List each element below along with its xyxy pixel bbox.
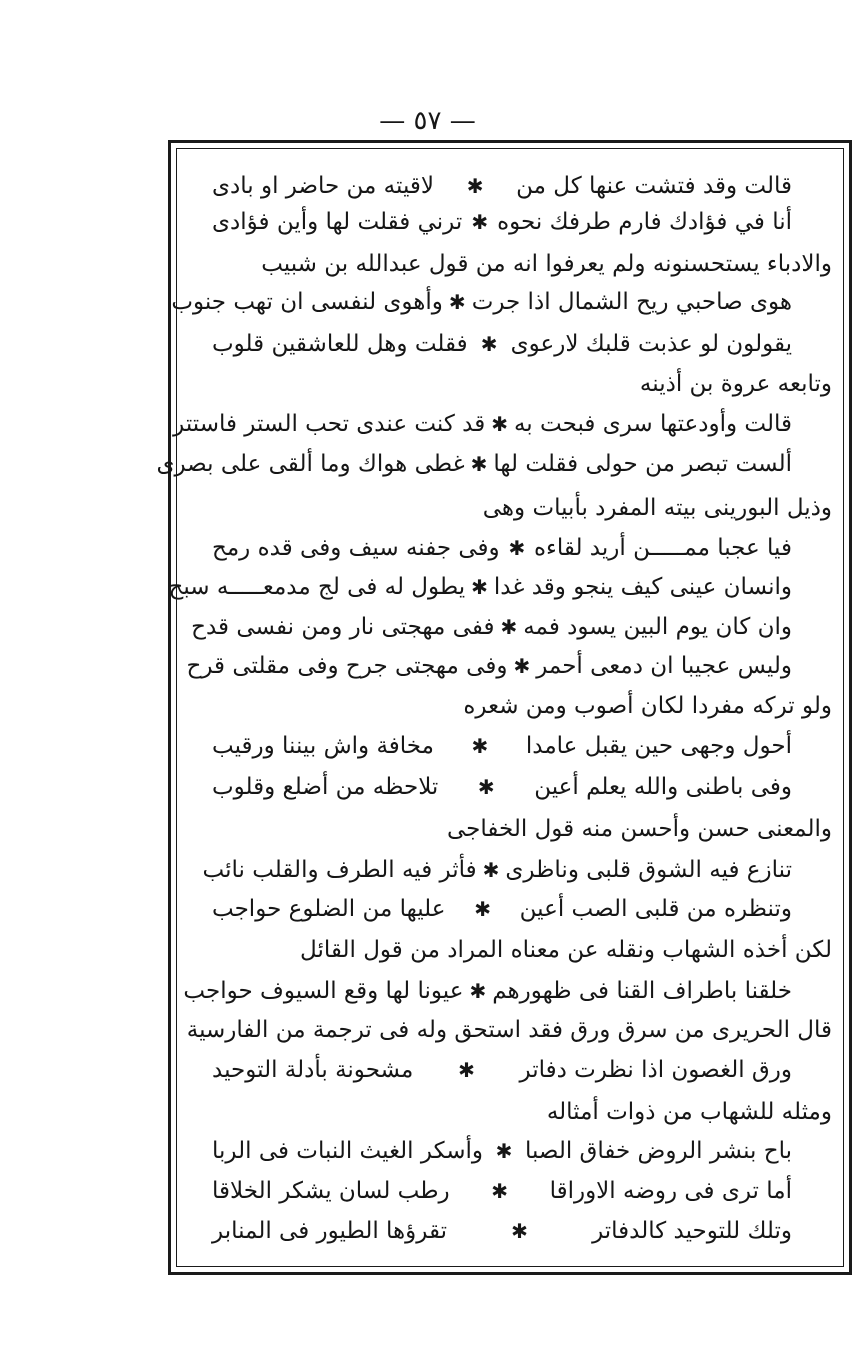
prose-line: لكن أخذه الشهاب ونقله عن معناه المراد من قول القائل — [300, 937, 832, 963]
prose-line: ولو تركه مفردا لكان أصوب ومن شعره — [463, 693, 832, 719]
verse-separator-star: ✱ — [471, 210, 489, 234]
verse-separator-star: ✱ — [508, 536, 526, 560]
verse-line — [212, 1177, 792, 1205]
verse-line — [168, 573, 792, 601]
verse-separator-star: ✱ — [513, 654, 531, 678]
verse-hemistich-second: غطى هواك وما ألقى على بصرى — [156, 451, 465, 477]
verse-hemistich-second: يطول له فى لج مدمعـــــه سبح — [168, 574, 466, 600]
verse-hemistich-second: وفى جفنه سيف وفى قده رمح — [212, 535, 500, 561]
verse-hemistich-second: تلاحظه من أضلع وقلوب — [212, 774, 439, 800]
verse-separator-star: ✱ — [448, 290, 466, 314]
verse-hemistich-first: باح بنشر الروض خفاق الصبا — [524, 1138, 792, 1164]
verse-hemistich-first: فيا عجبا ممـــــن أريد لقاءه — [533, 535, 792, 561]
verse-hemistich-second: وأسكر الغيث النبات فى الربا — [212, 1138, 484, 1164]
verse-hemistich-first: ألست تبصر من حولى فقلت لها — [493, 451, 792, 477]
prose-line: وتابعه عروة بن أذينه — [639, 371, 832, 397]
verse-separator-star: ✱ — [500, 615, 518, 639]
verse-hemistich-second: ترني فقلت لها وأين فؤادى — [212, 209, 463, 235]
verse-hemistich-first: وتنظره من قلبى الصب أعين — [519, 896, 792, 922]
verse-hemistich-first: ورق الغصون اذا نظرت دفاتر — [519, 1057, 792, 1083]
verse-line — [171, 288, 792, 316]
verse-line — [212, 208, 792, 236]
verse-hemistich-second: رطب لسان يشكر الخلاقا — [212, 1178, 450, 1204]
verse-hemistich-second: عليها من الضلوع حواجب — [212, 896, 446, 922]
verse-line — [212, 1056, 792, 1084]
verse-line — [212, 534, 792, 562]
verse-line — [212, 1137, 792, 1165]
verse-line — [212, 732, 792, 760]
verse-line — [212, 172, 792, 200]
verse-hemistich-first: تنازع فيه الشوق قلبى وناظرى — [505, 857, 792, 883]
verse-hemistich-first: وان كان يوم البين يسود فمه — [523, 614, 792, 640]
verse-hemistich-second: لاقيته من حاضر او بادى — [212, 173, 435, 199]
verse-hemistich-second: فقلت وهل للعاشقين قلوب — [212, 331, 468, 357]
verse-line — [212, 895, 792, 923]
verse-hemistich-first: أما ترى فى روضه الاوراقا — [549, 1178, 792, 1204]
verse-line — [212, 1217, 792, 1245]
verse-hemistich-first: أنا في فؤادك فارم طرفك نحوه — [497, 209, 792, 235]
verse-hemistich-second: تقرؤها الطيور فى المنابر — [212, 1218, 448, 1244]
verse-hemistich-first: يقولون لو عذبت قلبك لارعوى — [510, 331, 792, 357]
verse-hemistich-first: خلقنا باطراف القنا فى ظهورهم — [492, 978, 792, 1004]
prose-line: ومثله للشهاب من ذوات أمثاله — [546, 1099, 832, 1125]
page-number: — ٥٧ — — [379, 106, 476, 136]
verse-separator-star: ✱ — [511, 1219, 528, 1243]
verse-line — [202, 856, 792, 884]
verse-hemistich-first: قالت وقد فتشت عنها كل من — [516, 173, 792, 199]
verse-hemistich-first: وانسان عينى كيف ينجو وقد غدا — [493, 574, 792, 600]
verse-separator-star: ✱ — [480, 332, 498, 356]
verse-hemistich-first: وفى باطنى والله يعلم أعين — [534, 774, 792, 800]
verse-separator-star: ✱ — [477, 775, 495, 799]
verse-separator-star: ✱ — [471, 575, 488, 599]
verse-separator-star: ✱ — [495, 1139, 513, 1163]
verse-hemistich-second: قد كنت عندى تحب الستر فاستتر — [173, 411, 486, 437]
verse-hemistich-second: وأهوى لنفسى ان تهب جنوب — [171, 289, 443, 315]
prose-line: والمعنى حسن وأحسن منه قول الخفاجى — [446, 816, 832, 842]
verse-line — [183, 977, 792, 1005]
verse-line — [156, 450, 792, 478]
verse-separator-star: ✱ — [469, 979, 487, 1003]
verse-separator-star: ✱ — [491, 412, 508, 436]
verse-hemistich-second: مخافة واش بيننا ورقيب — [212, 733, 434, 759]
verse-hemistich-first: وتلك للتوحيد كالدفاتر — [592, 1218, 792, 1244]
verse-hemistich-first: أحول وجهى حين يقبل عامدا — [525, 733, 792, 759]
verse-separator-star: ✱ — [458, 1058, 475, 1082]
prose-line: قال الحريرى من سرق ورق فقد استحق وله فى ترجمة من الفارسية — [186, 1017, 832, 1043]
verse-hemistich-first: وليس عجيبا ان دمعى أحمر — [536, 653, 792, 679]
verse-separator-star: ✱ — [471, 734, 489, 758]
verse-line — [212, 330, 792, 358]
verse-separator-star: ✱ — [482, 858, 500, 882]
verse-separator-star: ✱ — [470, 452, 488, 476]
verse-hemistich-second: عيونا لها وقع السيوف حواجب — [183, 978, 464, 1004]
verse-hemistich-second: مشحونة بأدلة التوحيد — [212, 1057, 414, 1083]
verse-line — [186, 652, 792, 680]
verse-separator-star: ✱ — [474, 897, 491, 921]
prose-line: وذيل البورينى بيته المفرد بأبيات وهى — [482, 495, 832, 521]
verse-line — [191, 613, 792, 641]
verse-hemistich-first: قالت وأودعتها سرى فبحت به — [513, 411, 792, 437]
verse-line — [173, 410, 792, 438]
verse-hemistich-first: هوى صاحبي ريح الشمال اذا جرت — [471, 289, 792, 315]
verse-separator-star: ✱ — [466, 174, 484, 198]
verse-separator-star: ✱ — [491, 1179, 508, 1203]
verse-hemistich-second: فأثر فيه الطرف والقلب نائب — [202, 857, 477, 883]
verse-hemistich-second: وفى مهجتى جرح وفى مقلتى قرح — [186, 653, 508, 679]
prose-line: والادباء يستحسنونه ولم يعرفوا انه من قول عبدالله بن شبيب — [261, 251, 832, 277]
verse-line — [212, 773, 792, 801]
verse-hemistich-second: ففى مهجتى نار ومن نفسى قدح — [191, 614, 495, 640]
